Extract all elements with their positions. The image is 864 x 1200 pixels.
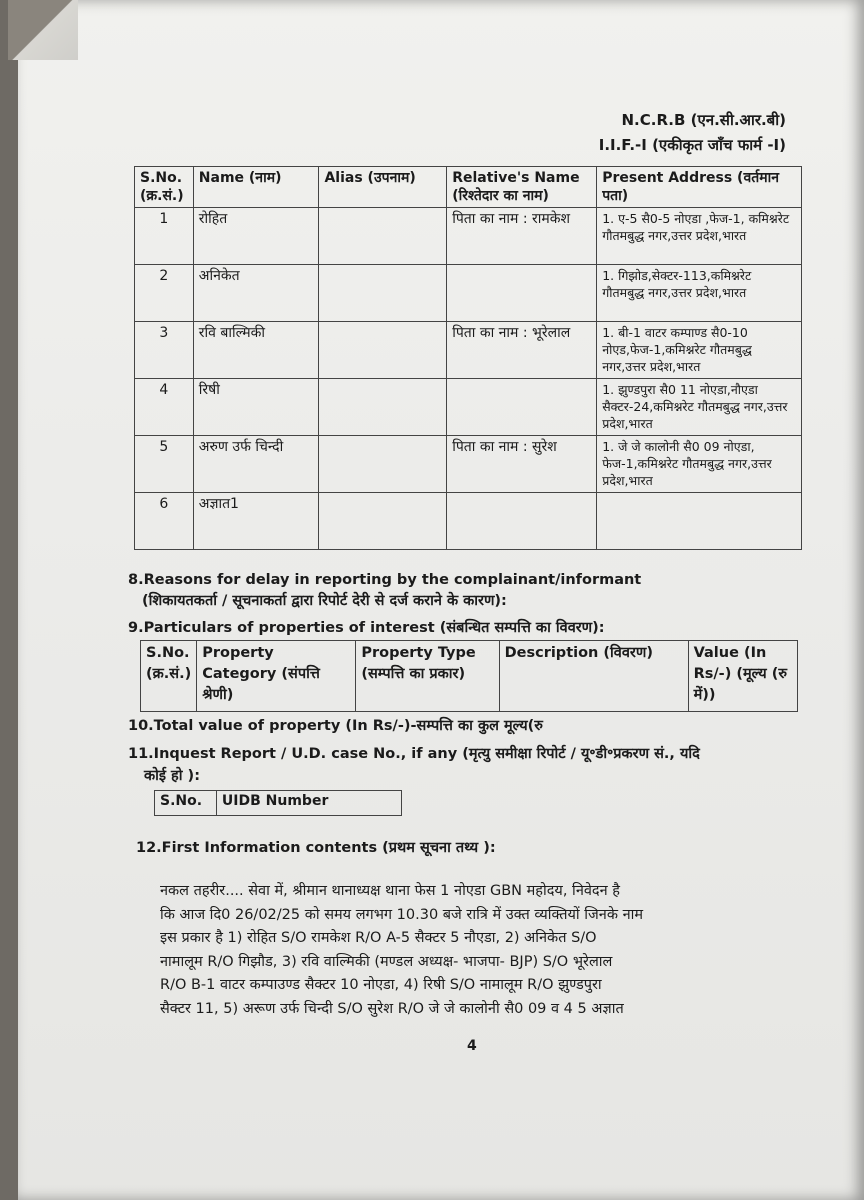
uidb-col-number: UIDB Number: [216, 791, 401, 816]
cell-name: अज्ञात1: [193, 493, 319, 550]
cell-sno: 2: [135, 265, 194, 322]
table-row: [135, 322, 802, 379]
prop-col-description: Description (विवरण): [499, 641, 688, 712]
cell-alias: [319, 436, 447, 493]
property-table-header: [141, 641, 798, 712]
document-page: [18, 0, 864, 1200]
cell-relative: पिता का नाम : रामकेश: [447, 208, 597, 265]
cell-name: रिषी: [193, 379, 319, 436]
cell-alias: [319, 379, 447, 436]
cell-relative: पिता का नाम : भूरेलाल: [447, 322, 597, 379]
fir-line: R/O B-1 वाटर कम्पाउण्ड सैक्टर 10 नोएडा, 4) रिषी S/O नामालूम R/O झुण्डपुरा: [160, 977, 602, 993]
fir-line: सैक्टर 11, 5) अरूण उर्फ चिन्दी S/O सुरेश R/O जे जे कालोनी सै0 09 व 4 5 अज्ञात: [160, 1000, 624, 1017]
col-relative: Relative's Name (रिश्तेदार का नाम): [447, 167, 597, 208]
table-row: [135, 436, 802, 493]
section8-subtitle: (शिकायतकर्ता / सूचनाकर्ता द्वारा रिपोर्ट देरी से दर्ज कराने के कारण):: [142, 593, 507, 609]
fir-line: नकल तहरीर.... सेवा में, श्रीमान थानाध्यक्ष थाना फेस 1 नोएडा GBN महोदय, निवेदन है: [160, 883, 620, 899]
header-ncrb: N.C.R.B (एन.सी.आर.बी): [621, 111, 786, 129]
cell-sno: 6: [135, 493, 194, 550]
cell-sno: 1: [135, 208, 194, 265]
cell-address: [597, 493, 802, 550]
col-alias: Alias (उपनाम): [319, 167, 447, 208]
fir-line: कि आज दि0 26/02/25 को समय लगभग 10.30 बजे रात्रि में उक्त व्यक्तियों जिनके नाम: [160, 906, 644, 923]
table-row: [135, 265, 802, 322]
fir-line: नामालूम R/O गिझौड, 3) रवि वाल्मिकी (मण्डल अध्यक्ष- भाजपा- BJP) S/O भूरेलाल: [160, 953, 613, 970]
section12-title: 12.First Information contents (प्रथम सूचना तथ्य ):: [136, 840, 496, 856]
cell-alias: [319, 265, 447, 322]
cell-address: 1. गिझोड,सेक्टर-113,कमिश्नरेट गौतमबुद्ध नगर,उत्तर प्रदेश,भारत: [597, 265, 802, 322]
accused-table: [134, 166, 802, 550]
prop-col-value: Value (In Rs/-) (मूल्य (रु में)): [688, 641, 797, 712]
cell-name: अनिकेत: [193, 265, 319, 322]
uidb-table-header: [155, 791, 402, 816]
page-number: 4: [467, 1038, 477, 1054]
cell-name: अरुण उर्फ चिन्दी: [193, 436, 319, 493]
header-iif: I.I.F.-I (एकीकृत जाँच फार्म -I): [598, 136, 786, 154]
cell-address: 1. ए-5 सै0-5 नोएडा ,फेज-1, कमिश्नरेट गौतमबुद्ध नगर,उत्तर प्रदेश,भारत: [597, 208, 802, 265]
cell-alias: [319, 493, 447, 550]
prop-col-sno: S.No. (क्र.सं.): [141, 641, 197, 712]
section11-title: 11.Inquest Report / U.D. case No., if any (मृत्यु समीक्षा रिपोर्ट / यू॰डी॰प्रकरण सं., यदि: [128, 746, 700, 762]
cell-alias: [319, 322, 447, 379]
table-row: [135, 493, 802, 550]
cell-relative: [447, 379, 597, 436]
cell-address: 1. झुण्डपुरा सै0 11 नोएडा,नौएडा सैक्टर-24,कमिश्नरेट गौतमबुद्ध नगर,उत्तर प्रदेश,भारत: [597, 379, 802, 436]
section11-subtitle: कोई हो ):: [144, 768, 200, 784]
fir-line: इस प्रकार है 1) रोहित S/O रामकेश R/O A-5 सैक्टर 5 नौएडा, 2) अनिकेत S/O: [160, 930, 597, 946]
cell-name: रवि बाल्मिकी: [193, 322, 319, 379]
section8-title: 8.Reasons for delay in reporting by the complainant/informant: [128, 572, 642, 588]
first-information-text: [160, 880, 766, 1021]
cell-alias: [319, 208, 447, 265]
cell-sno: 4: [135, 379, 194, 436]
section10-title: 10.Total value of property (In Rs/-)-सम्पत्ति का कुल मूल्य(रु: [128, 718, 543, 734]
uidb-col-sno: S.No.: [155, 791, 217, 816]
property-table: [140, 640, 798, 712]
accused-table-header: [135, 167, 802, 208]
section9-title: 9.Particulars of properties of interest (संबन्धित सम्पत्ति का विवरण):: [128, 620, 605, 636]
table-row: [135, 208, 802, 265]
prop-col-type: Property Type (सम्पत्ति का प्रकार): [356, 641, 499, 712]
table-row: [135, 379, 802, 436]
cell-address: 1. बी-1 वाटर कम्पाण्ड सै0-10 नोएड,फेज-1,कमिश्नरेट गौतमबुद्ध नगर,उत्तर प्रदेश,भारत: [597, 322, 802, 379]
cell-name: रोहित: [193, 208, 319, 265]
col-name: Name (नाम): [193, 167, 319, 208]
cell-sno: 3: [135, 322, 194, 379]
cell-sno: 5: [135, 436, 194, 493]
col-sno: S.No. (क्र.सं.): [135, 167, 194, 208]
cell-address: 1. जे जे कालोनी सै0 09 नोएडा, फेज-1,कमिश्नरेट गौतमबुद्ध नगर,उत्तर प्रदेश,भारत: [597, 436, 802, 493]
col-address: Present Address (वर्तमान पता): [597, 167, 802, 208]
cell-relative: [447, 493, 597, 550]
folded-corner: [8, 0, 78, 60]
cell-relative: पिता का नाम : सुरेश: [447, 436, 597, 493]
cell-relative: [447, 265, 597, 322]
prop-col-category: Property Category (संपत्ति श्रेणी): [197, 641, 356, 712]
uidb-table: [154, 790, 402, 816]
